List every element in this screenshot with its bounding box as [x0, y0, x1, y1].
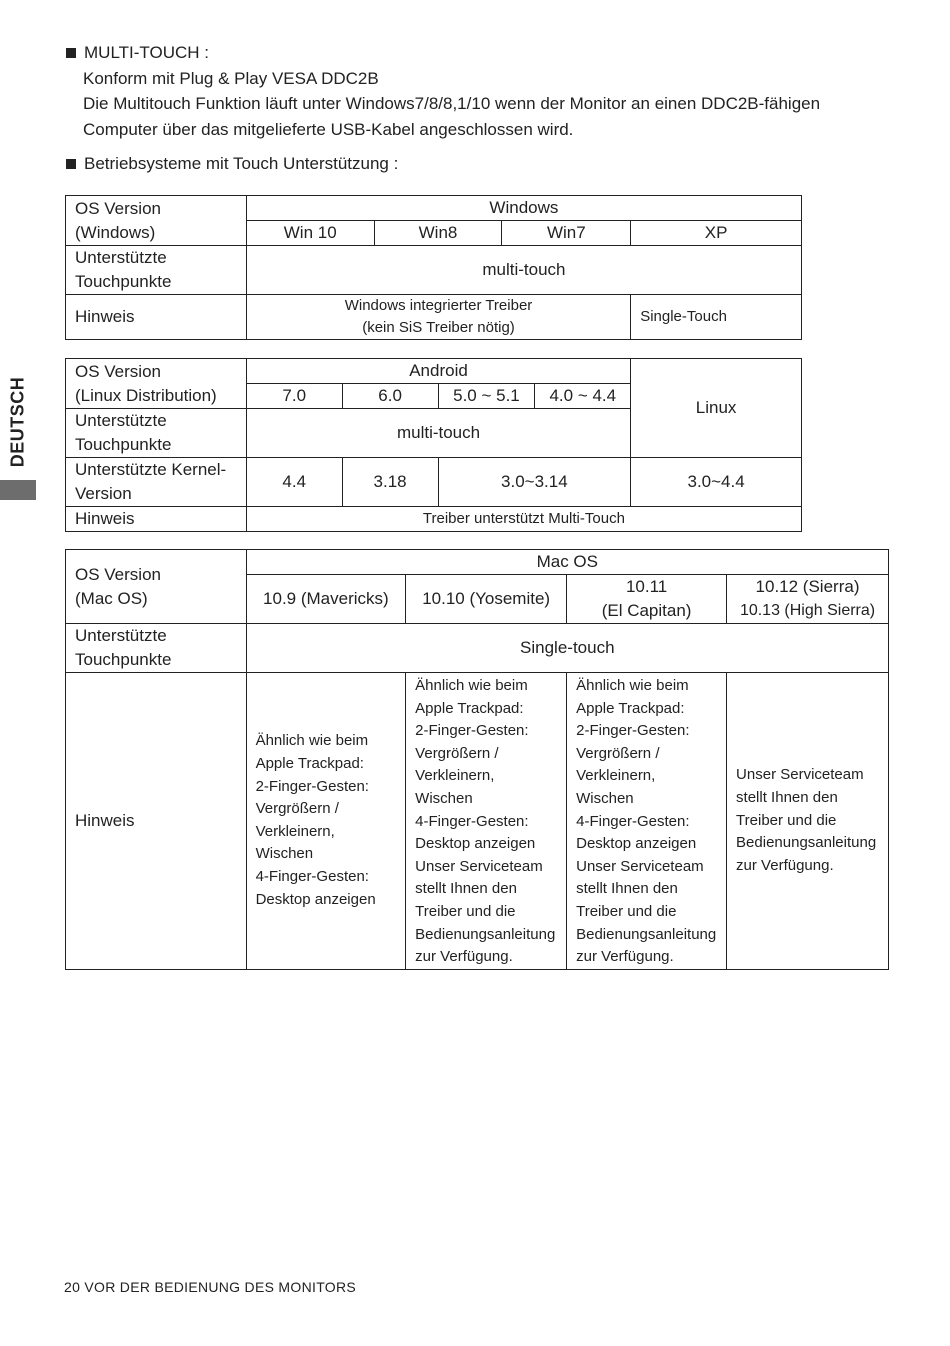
kernel-cell: 4.4	[246, 458, 342, 507]
win-os-label: OS Version (Windows)	[66, 196, 247, 246]
mac-version-cell: 10.12 (Sierra) 10.13 (High Sierra)	[727, 575, 889, 624]
linux-table	[65, 358, 802, 532]
mac-note-col-3: Ähnlich wie beim Apple Trackpad: 2-Finger-Gesten: Vergrößern / Verkleinern, Wischen 4-Finger-Gesten: Desktop anzeigen Unser Serviceteam stellt Ihnen den Treiber und die Bedienungsanleitung zur Verfügung.	[567, 673, 727, 970]
win-note-label: Hinweis	[66, 295, 247, 340]
win-touch-value: multi-touch	[246, 246, 801, 295]
linux-touch-label: Unterstützte Touchpunkte	[66, 409, 247, 458]
mac-note-col-2: Ähnlich wie beim Apple Trackpad: 2-Finger-Gesten: Vergrößern / Verkleinern, Wischen 4-Finger-Gesten: Desktop anzeigen Unser Serviceteam stellt Ihnen den Treiber und die Bedienungsanleitung zur Verfügung.	[406, 673, 567, 970]
linux-touch-value: multi-touch	[246, 409, 630, 458]
side-tab-label: DEUTSCH	[7, 376, 28, 468]
os-heading-text: Betriebsysteme mit Touch Unterstützung :	[84, 154, 399, 173]
android-version-cell: 6.0	[342, 384, 438, 409]
win-group-header: Windows	[246, 196, 801, 221]
mac-touch-value: Single-touch	[246, 624, 888, 673]
android-group-header: Android	[246, 359, 630, 384]
mac-touch-label: Unterstützte Touchpunkte	[66, 624, 247, 673]
win-version-cell: Win 10	[246, 221, 374, 246]
win-version-cell: XP	[631, 221, 802, 246]
mac-group-header: Mac OS	[246, 550, 888, 575]
intro-line-2: Die Multitouch Funktion läuft unter Windows7/8/8,1/10 wenn der Monitor an einen DDC2B-fähigen	[83, 94, 821, 113]
kernel-cell: 3.18	[342, 458, 438, 507]
mac-note-label: Hinweis	[66, 673, 247, 970]
bullet-square-icon	[66, 159, 76, 169]
win-version-cell: Win8	[374, 221, 502, 246]
win-version-cell: Win7	[502, 221, 631, 246]
kernel-cell: 3.0~3.14	[438, 458, 631, 507]
mac-os-label: OS Version (Mac OS)	[66, 550, 247, 624]
page-footer: 20 VOR DER BEDIENUNG DES MONITORS	[64, 1279, 357, 1295]
android-version-cell: 7.0	[246, 384, 342, 409]
linux-os-label: OS Version (Linux Distribution)	[66, 359, 247, 409]
mac-note-col-1: Ähnlich wie beim Apple Trackpad: 2-Finger-Gesten: Vergrößern / Verkleinern, Wischen 4-Finger-Gesten: Desktop anzeigen	[246, 673, 406, 970]
linux-header: Linux	[631, 359, 802, 458]
win-touch-label: Unterstützte Touchpunkte	[66, 246, 247, 295]
mac-version-cell: 10.11 (El Capitan)	[567, 575, 727, 624]
os-heading	[66, 154, 398, 174]
windows-table	[65, 195, 802, 340]
intro-line-3: Computer über das mitgelieferte USB-Kabel angeschlossen wird.	[83, 119, 574, 139]
win-note-xp: Single-Touch	[631, 295, 802, 340]
kernel-cell: 3.0~4.4	[631, 458, 802, 507]
intro-heading: MULTI-TOUCH :	[84, 43, 209, 62]
side-tab-bar	[0, 480, 36, 500]
android-version-cell: 4.0 ~ 4.4	[535, 384, 631, 409]
mac-version-cell: 10.9 (Mavericks)	[246, 575, 406, 624]
language-side-tab	[0, 372, 36, 499]
kernel-label: Unterstützte Kernel- Version	[66, 458, 247, 507]
mac-note-col-4: Unser Serviceteam stellt Ihnen den Treiber und die Bedienungsanleitung zur Verfügung.	[727, 673, 889, 970]
linux-note-value: Treiber unterstützt Multi-Touch	[246, 507, 801, 532]
mac-table	[65, 549, 889, 970]
android-version-cell: 5.0 ~ 5.1	[438, 384, 535, 409]
linux-note-label: Hinweis	[66, 507, 247, 532]
win-note-main: Windows integrierter Treiber (kein SiS Treiber nötig)	[246, 295, 630, 340]
intro-section	[66, 40, 820, 142]
intro-line-1: Konform mit Plug & Play VESA DDC2B	[83, 68, 379, 88]
bullet-square-icon	[66, 48, 76, 58]
mac-version-cell: 10.10 (Yosemite)	[406, 575, 567, 624]
